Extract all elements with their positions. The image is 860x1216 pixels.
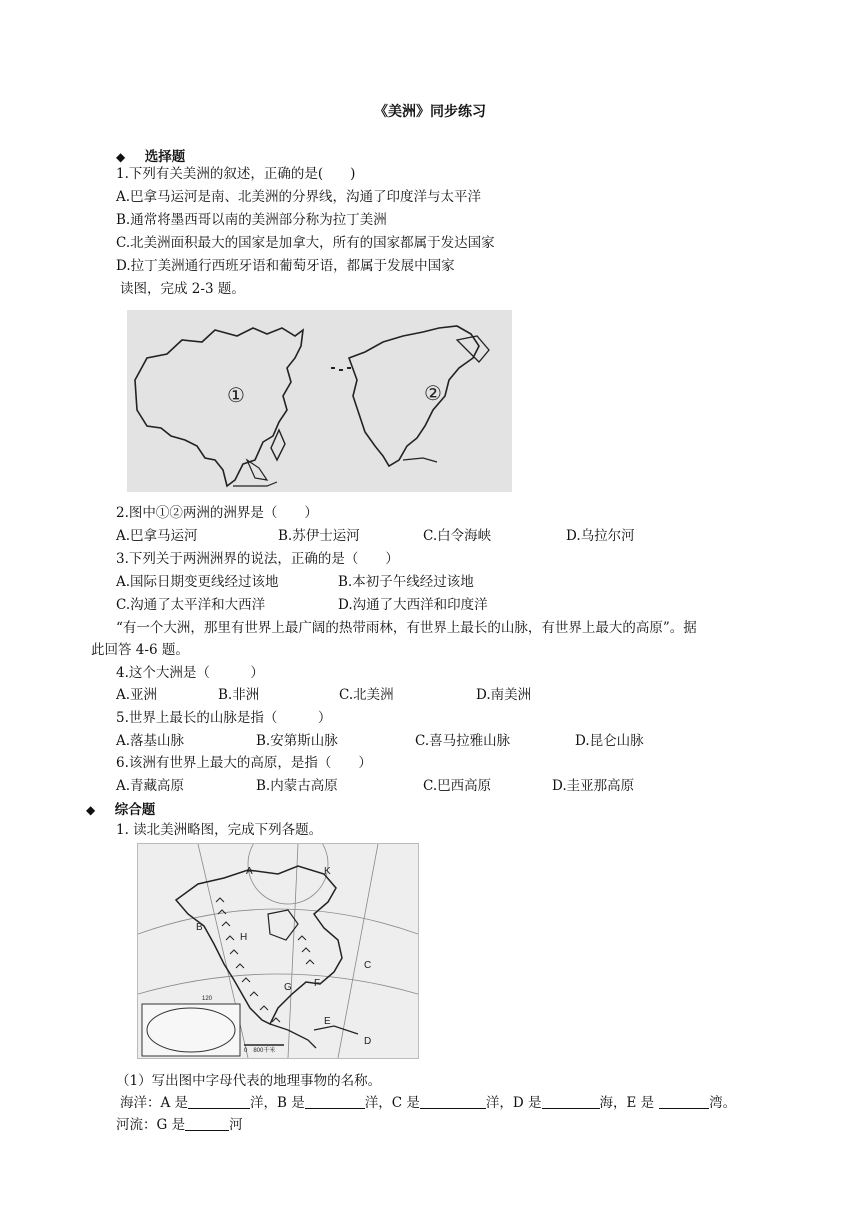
blank-e[interactable] [659, 1094, 709, 1109]
blank-a[interactable] [188, 1094, 250, 1109]
read-map-instruction: 读图，完成 2-3 题。 [120, 281, 245, 297]
ocean-seg-2: 洋，C 是 [364, 1095, 420, 1111]
q2-option-c: C.白令海峡 [423, 528, 492, 544]
c1-stem: 1. 读北美洲略图，完成下列各题。 [116, 822, 323, 838]
quote-line-2: 此回答 4-6 题。 [91, 642, 189, 658]
q3-option-c: C.沟通了太平洋和大西洋 [116, 597, 266, 613]
section-choice-heading [116, 145, 185, 165]
q6-option-d: D.圭亚那高原 [552, 778, 635, 794]
q1-stem: 1.下列有关美洲的叙述，正确的是( ) [116, 166, 356, 182]
map-label-1: ① [227, 383, 245, 407]
river-seg-1: 河 [229, 1117, 243, 1133]
river-fill-line [116, 1115, 243, 1135]
q6-option-a: A.青藏高原 [116, 778, 185, 794]
map-scale-label: 0 800千米 [244, 1048, 276, 1054]
ocean-seg-1: 洋，B 是 [250, 1095, 305, 1111]
section-comprehensive-label: 综合题 [114, 802, 156, 818]
q4-stem: 4.这个大洲是（ ） [116, 665, 264, 681]
map-letter-c: C [364, 960, 372, 971]
map-label-2: ② [424, 381, 442, 405]
q4-option-c: C.北美洲 [339, 687, 394, 703]
diamond-bullet-icon: ◆ [116, 150, 126, 164]
q2-stem: 2.图中①②两洲的洲界是（ ） [116, 505, 318, 521]
map-letter-e: E [324, 1016, 331, 1027]
q1-option-b: B.通常将墨西哥以南的美洲部分称为拉丁美洲 [116, 212, 387, 228]
ocean-seg-4: 海，E 是 [599, 1095, 655, 1111]
map-tick-label: 120 [202, 996, 213, 1002]
map-letter-a: A [246, 866, 253, 877]
q3-option-b: B.本初子午线经过该地 [338, 574, 474, 590]
q2-option-b: B.苏伊士运河 [278, 528, 360, 544]
north-america-map-drawing [138, 844, 418, 1058]
river-prefix: 河流：G 是 [116, 1117, 186, 1133]
q4-option-d: D.南美洲 [476, 687, 532, 703]
q5-option-c: C.喜马拉雅山脉 [415, 733, 511, 749]
q5-stem: 5.世界上最长的山脉是指（ ） [116, 710, 332, 726]
section-choice-label: 选择题 [144, 149, 186, 165]
ocean-prefix: 海洋：A 是 [120, 1095, 189, 1111]
page-title: 《美洲》同步练习 [374, 104, 486, 120]
q4-option-a: A.亚洲 [116, 687, 158, 703]
q3-stem: 3.下列关于两洲洲界的说法，正确的是（ ） [116, 551, 399, 567]
map-letter-h: H [240, 932, 248, 943]
q6-option-b: B.内蒙古高原 [256, 778, 338, 794]
ocean-seg-3: 洋，D 是 [485, 1095, 542, 1111]
q2-option-a: A.巴拿马运河 [116, 528, 198, 544]
map-letter-f: F [314, 978, 321, 989]
north-america-map-image [137, 843, 419, 1059]
quote-line-1: “有一个大洲，那里有世界上最广阔的热带雨林，有世界上最长的山脉，有世界上最大的高原”。据 [116, 620, 697, 636]
q6-option-c: C.巴西高原 [423, 778, 492, 794]
q5-option-d: D.昆仑山脉 [575, 733, 644, 749]
ocean-seg-5: 湾。 [709, 1095, 737, 1111]
blank-c[interactable] [420, 1094, 486, 1109]
blank-b[interactable] [305, 1094, 365, 1109]
blank-d[interactable] [542, 1094, 600, 1109]
q3-option-a: A.国际日期变更线经过该地 [116, 574, 279, 590]
map-letter-b: B [196, 922, 203, 933]
q1-option-c: C.北美洲面积最大的国家是加拿大，所有的国家都属于发达国家 [116, 235, 495, 251]
continents-map-drawing [127, 310, 512, 492]
continents-map-image [127, 310, 512, 492]
q2-option-d: D.乌拉尔河 [566, 528, 635, 544]
blank-g[interactable] [185, 1116, 229, 1131]
q5-option-b: B.安第斯山脉 [256, 733, 338, 749]
map-letter-k: K [324, 866, 331, 877]
section-comprehensive-heading [86, 798, 155, 818]
q3-option-d: D.沟通了大西洋和印度洋 [338, 597, 488, 613]
q5-option-a: A.落基山脉 [116, 733, 185, 749]
diamond-bullet-icon: ◆ [86, 803, 96, 817]
q1-option-a: A.巴拿马运河是南、北美洲的分界线，沟通了印度洋与太平洋 [116, 189, 482, 205]
q4-option-b: B.非洲 [218, 687, 260, 703]
ocean-fill-line [120, 1093, 736, 1113]
q1-option-d: D.拉丁美洲通行西班牙语和葡萄牙语，都属于发展中国家 [116, 258, 455, 274]
map-letter-g: G [284, 982, 292, 993]
map-letter-d: D [364, 1036, 372, 1047]
q6-stem: 6.该洲有世界上最大的高原，是指（ ） [116, 755, 372, 771]
sub1-stem: （1）写出图中字母代表的地理事物的名称。 [116, 1073, 382, 1089]
